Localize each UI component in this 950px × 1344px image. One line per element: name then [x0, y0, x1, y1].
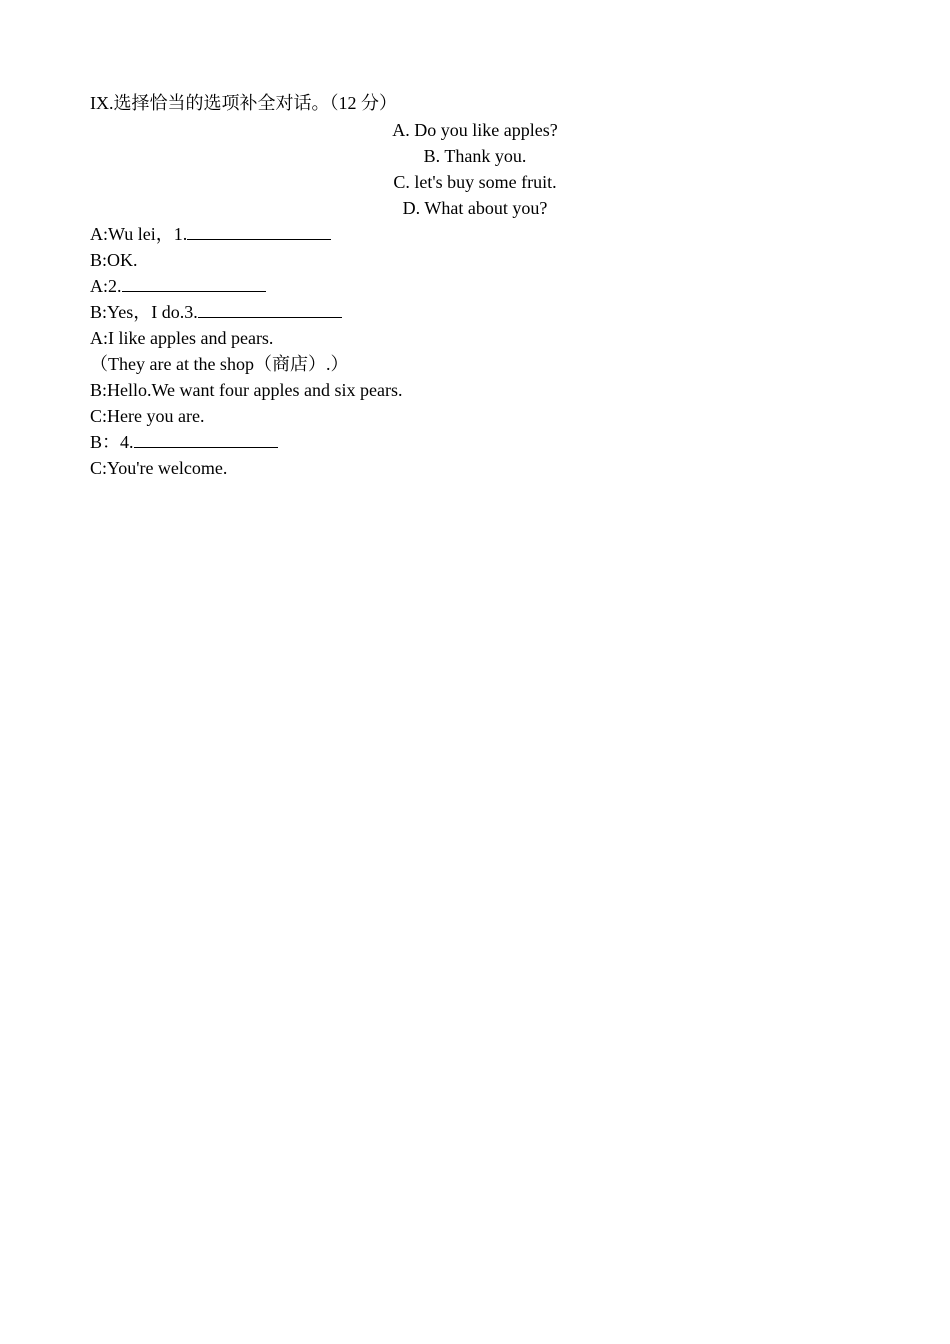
- dialogue-line-9-text: B：4.: [90, 432, 134, 452]
- option-d: D. What about you?: [402, 198, 548, 218]
- dialogue-line-8: C:Here you are.: [90, 406, 205, 426]
- option-c: C. let's buy some fruit.: [393, 172, 557, 192]
- option-a: A. Do you like apples?: [392, 120, 558, 140]
- dialogue-line-4: [90, 299, 342, 325]
- dialogue-line-9: [90, 429, 278, 455]
- dialogue-line-5: A:I like apples and pears.: [90, 328, 274, 348]
- dialogue-line-3-text: A:2.: [90, 276, 122, 296]
- dialogue-line-2: B:OK.: [90, 250, 138, 270]
- dialogue-line-4-text: B:Yes，I do.3.: [90, 302, 198, 322]
- answer-blank-2[interactable]: [122, 273, 266, 292]
- dialogue-line-1: [90, 221, 331, 247]
- dialogue-line-3: [90, 273, 266, 299]
- section-heading: IX.选择恰当的选项补全对话。（12 分）: [90, 93, 397, 113]
- answer-blank-1[interactable]: [187, 221, 331, 240]
- option-b: B. Thank you.: [423, 146, 527, 166]
- dialogue-line-1-text: A:Wu lei，1.: [90, 224, 188, 244]
- answer-blank-3[interactable]: [198, 299, 342, 318]
- scene-note: （They are at the shop（商店）.）: [90, 354, 349, 374]
- dialogue-line-7: B:Hello.We want four apples and six pears.: [90, 380, 403, 400]
- answer-blank-4[interactable]: [134, 429, 278, 448]
- dialogue-line-10: C:You're welcome.: [90, 458, 228, 478]
